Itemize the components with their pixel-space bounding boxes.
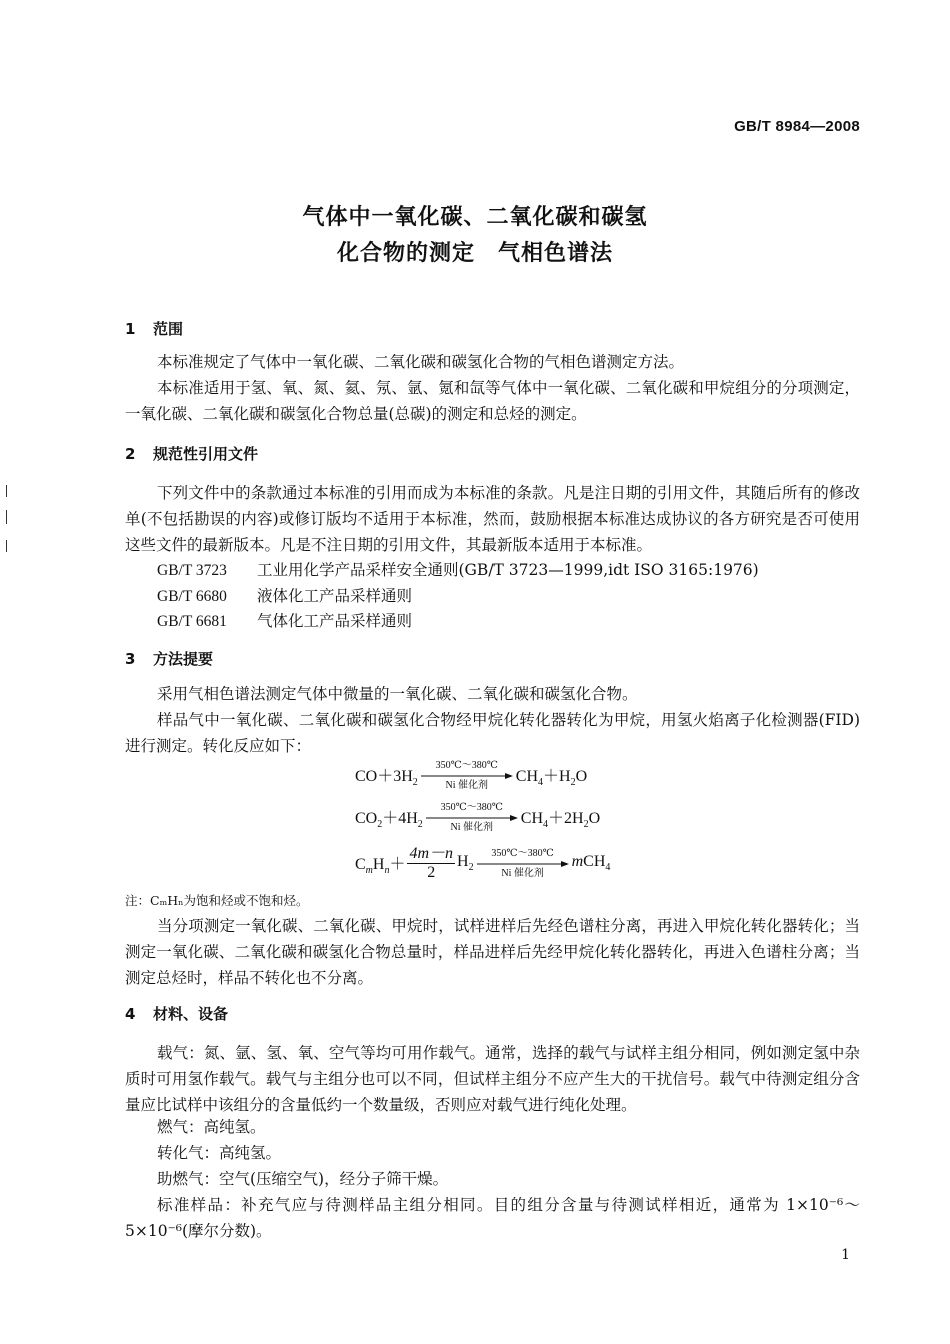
paragraph: 转化气：高纯氢。 (157, 1144, 282, 1162)
reaction-equation-3: $C_mH_n+$ $\frac{4m-n}{2}$ $H_2$ 350℃～380℃ Ni 催化剂 mCH$_4$ (355, 845, 611, 881)
reference-item (157, 609, 412, 631)
section-title: 范围 (153, 320, 184, 338)
reference-title: 气体化工产品采样通则 (257, 612, 413, 630)
reaction-arrow (477, 848, 569, 880)
title-line-1: 气体中一氧化碳、二氧化碳和碳氢 (302, 205, 648, 230)
reaction-condition-top: 350℃～380℃ (491, 847, 554, 859)
paragraph: 本标准适用于氢、氧、氮、氦、氖、氩、氪和氙等气体中一氧化碳、二氧化碳和甲烷组分的分项测定，一氧化碳、二氧化碳和碳氢化合物总量(总碳)的测定和总烃的测定。 (125, 379, 860, 423)
arrow-icon (421, 772, 513, 780)
reference-title: 工业用化学产品采样安全通则(GB/T 3723—1999,idt ISO 3165:1976) (257, 561, 759, 579)
section-2-heading (125, 443, 258, 464)
margin-mark (6, 540, 7, 552)
reference-code: GB/T 3723 (157, 562, 227, 579)
title-line-2: 化合物的测定 气相色谱法 (336, 241, 613, 266)
section-title: 规范性引用文件 (153, 445, 259, 463)
paragraph: 燃气：高纯氢。 (157, 1118, 266, 1136)
reference-item (157, 558, 759, 580)
section-title: 方法提要 (153, 650, 214, 668)
reaction-condition-bottom: Ni 催化剂 (501, 867, 544, 879)
paragraph: 标准样品：补充气应与待测样品主组分相同。目的组分含量与待测试样相近，通常为 1×10⁻⁶～5×10⁻⁶(摩尔分数)。 (125, 1196, 860, 1240)
paragraph: 本标准规定了气体中一氧化碳、二氧化碳和碳氢化合物的气相色谱测定方法。 (157, 353, 685, 371)
reaction-condition-bottom: Ni 催化剂 (450, 822, 494, 833)
section-3-heading (125, 648, 213, 669)
section-number: 3 (125, 650, 136, 668)
note: 注：CₘHₙ为饱和烃或不饱和烃。 (125, 893, 309, 908)
section-4-heading (125, 1003, 228, 1024)
margin-mark (6, 485, 7, 497)
reaction-arrow (426, 802, 518, 834)
reference-title: 液体化工产品采样通则 (257, 587, 413, 605)
paragraph: 样品气中一氧化碳、二氧化碳和碳氢化合物经甲烷化转化器转化为甲烷，用氢火焰离子化检测器(FID)进行测定。转化反应如下： (125, 711, 860, 755)
arrow-icon (477, 860, 569, 868)
reaction-condition-bottom: Ni 催化剂 (445, 780, 489, 791)
section-title: 材料、设备 (153, 1005, 229, 1023)
paragraph: 当分项测定一氧化碳、二氧化碳、甲烷时，试样进样后先经色谱柱分离，再进入甲烷化转化器转化；当测定一氧化碳、二氧化碳和碳氢化合物总量时，样品进样后先经甲烷化转化器转化，再进入色谱柱分离；当测定总烃时，样品不转化也不分离。 (125, 917, 860, 987)
arrow-icon (426, 814, 518, 822)
fraction: $\frac{4m-n}{2}$ (409, 845, 454, 881)
section-number: 1 (125, 320, 136, 338)
reference-code: GB/T 6681 (157, 613, 227, 630)
section-number: 4 (125, 1005, 136, 1023)
margin-mark (6, 510, 7, 524)
paragraph: 载气：氮、氩、氢、氧、空气等均可用作载气。通常，选择的载气与试样主组分相同，例如测定氢中杂质时可用氢作载气。载气与主组分也可以不同，但试样主组分不应产生大的干扰信号。载气中待测定组分含量应比试样中该组分的含量低约一个数量级，否则应对载气进行纯化处理。 (125, 1044, 860, 1114)
reaction-equation-2: $CO_2+4H_2$ 350℃～380℃ Ni 催化剂 $CH_4+2H_2O$ (355, 802, 601, 833)
reaction-condition-top: 350℃～380℃ (435, 760, 498, 771)
paragraph: 助燃气：空气(压缩空气)，经分子筛干燥。 (157, 1170, 449, 1188)
standard-number: GB/T 8984—2008 (734, 118, 860, 135)
page-number: 1 (841, 1247, 850, 1263)
reaction-arrow (421, 760, 513, 792)
reference-code: GB/T 6680 (157, 588, 227, 605)
reaction-equation-1: $CO+3H_2$ 350℃～380℃ Ni 催化剂 $CH_4+H_2O$ (355, 760, 588, 791)
reaction-condition-top: 350℃～380℃ (440, 802, 503, 813)
reference-item (157, 584, 412, 606)
paragraph: 下列文件中的条款通过本标准的引用而成为本标准的条款。凡是注日期的引用文件，其随后所有的修改单(不包括勘误的内容)或修订版均不适用于本标准，然而，鼓励根据本标准达成协议的各方研究是否可使用这些文件的最新版本。凡是不注日期的引用文件，其最新版本适用于本标准。 (125, 484, 860, 554)
paragraph: 采用气相色谱法测定气体中微量的一氧化碳、二氧化碳和碳氢化合物。 (157, 685, 638, 703)
section-1-heading (125, 318, 183, 339)
section-number: 2 (125, 445, 136, 463)
